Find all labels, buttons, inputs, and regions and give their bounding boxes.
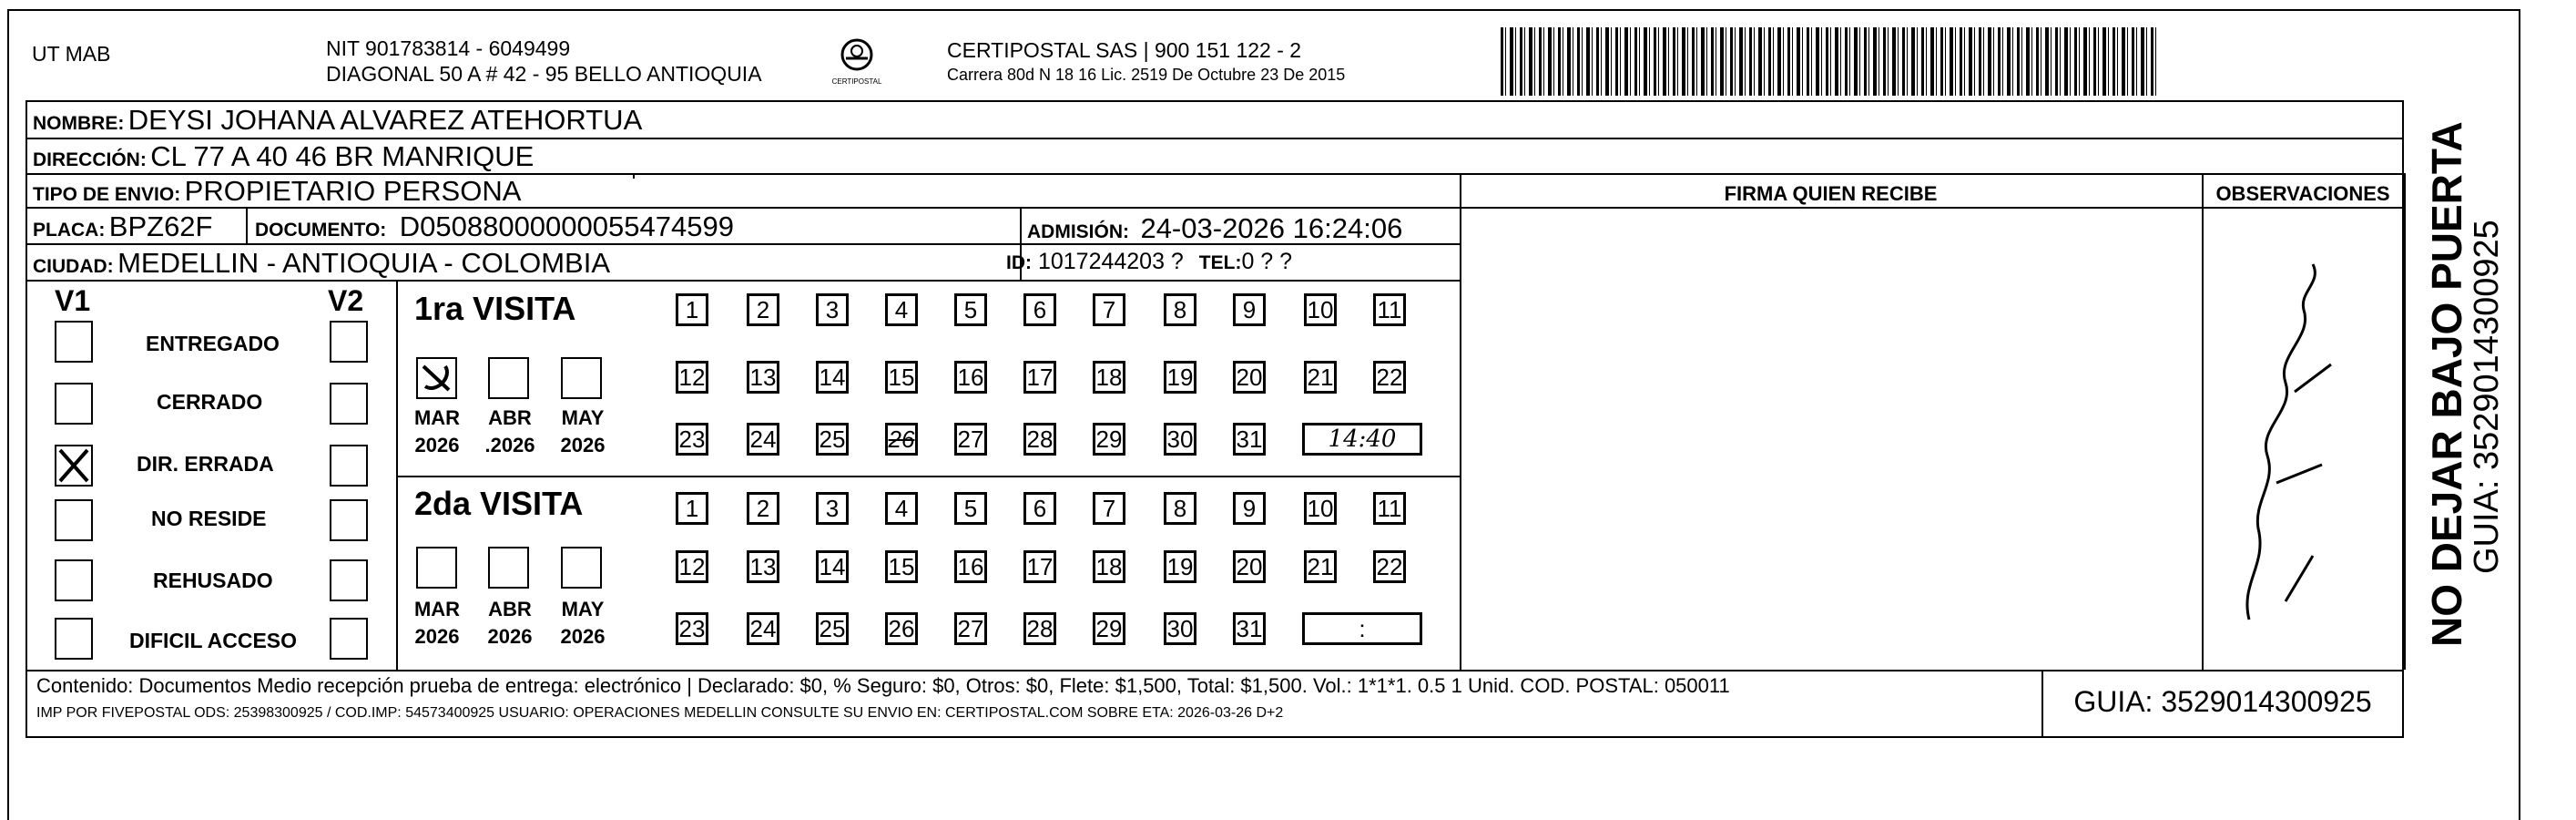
- visit2-month-abr-checkbox[interactable]: [488, 547, 529, 589]
- check-x-icon: [418, 359, 455, 397]
- visit2-month-abr: ABR: [488, 598, 532, 620]
- tel-value: 0 ? ?: [1241, 249, 1293, 274]
- visit1-month-may: MAY: [561, 406, 605, 429]
- visit2-day-28[interactable]: 28: [1023, 612, 1056, 645]
- ciudad-value: MEDELLIN - ANTIOQUIA - COLOMBIA: [117, 247, 610, 279]
- visit1-day-20[interactable]: 20: [1233, 361, 1266, 394]
- visit1-day-1[interactable]: 1: [676, 293, 708, 326]
- col-line: [2202, 173, 2204, 670]
- footer-guia: GUIA: 3529014300925: [2073, 685, 2372, 718]
- visit1-year-mar: 2026: [414, 434, 460, 456]
- v2-cerrado-checkbox[interactable]: [330, 383, 368, 425]
- placa-row: PLACA: BPZ62F: [33, 210, 213, 242]
- visit1-day-6[interactable]: 6: [1023, 293, 1056, 326]
- visit1-day-23[interactable]: 23: [676, 423, 708, 456]
- visit2-day-26[interactable]: 26: [885, 612, 918, 645]
- visit1-day-22[interactable]: 22: [1373, 361, 1406, 394]
- certipostal-logo: CERTIPOSTAL: [830, 36, 883, 100]
- visit1-day-18[interactable]: 18: [1093, 361, 1125, 394]
- visit2-day-10[interactable]: 10: [1304, 492, 1337, 525]
- v2-entregado-checkbox[interactable]: [330, 321, 368, 363]
- visit1-day-5[interactable]: 5: [954, 293, 987, 326]
- visit2-day-6[interactable]: 6: [1023, 492, 1056, 525]
- tipo-value: PROPIETARIO PERSONA: [184, 175, 522, 207]
- v2-label: V2: [328, 284, 364, 317]
- logo-icon: [839, 36, 875, 73]
- status-rehusado: REHUSADO: [153, 569, 273, 592]
- col-line: [2404, 173, 2406, 670]
- company-left: UT MAB: [32, 42, 111, 66]
- visit2-day-14[interactable]: 14: [816, 550, 849, 583]
- visit2-day-30[interactable]: 30: [1164, 612, 1196, 645]
- visit2-day-7[interactable]: 7: [1093, 492, 1125, 525]
- visit2-day-19[interactable]: 19: [1164, 550, 1196, 583]
- visit2-day-3[interactable]: 3: [816, 492, 849, 525]
- license: Carrera 80d N 18 16 Lic. 2519 De Octubre 23 De 2015: [947, 66, 1346, 84]
- visit1-day-15[interactable]: 15: [885, 361, 918, 394]
- status-no-reside: NO RESIDE: [151, 507, 267, 530]
- visit1-day-25[interactable]: 25: [816, 423, 849, 456]
- check-x-icon: [56, 446, 91, 485]
- tipo-row: TIPO DE ENVIO: PROPIETARIO PERSONA: [33, 175, 522, 207]
- v1-label: V1: [55, 284, 91, 317]
- visit2-day-17[interactable]: 17: [1023, 550, 1056, 583]
- visit2-day-13[interactable]: 13: [747, 550, 779, 583]
- firma-header: FIRMA QUIEN RECIBE: [1724, 182, 1938, 205]
- signature-scribble: [2213, 255, 2386, 638]
- company-right: CERTIPOSTAL SAS | 900 151 122 - 2: [947, 38, 1302, 62]
- documento-row: DOCUMENTO: D05088000000055474599: [255, 210, 734, 242]
- visit2-day-25[interactable]: 25: [816, 612, 849, 645]
- visit2-month-mar: MAR: [413, 598, 461, 620]
- visit2-year-abr: 2026: [487, 625, 533, 648]
- visit1-day-27[interactable]: 27: [954, 423, 987, 456]
- visit1-day-24[interactable]: 24: [747, 423, 779, 456]
- visit1-day-26[interactable]: 26: [885, 423, 918, 456]
- visit1-year-abr: .2026: [484, 434, 535, 456]
- row-line: [396, 476, 1460, 477]
- col-line: [1460, 173, 1461, 670]
- visit2-day-2[interactable]: 2: [747, 492, 779, 525]
- status-dir-errada: DIR. ERRADA: [137, 452, 274, 476]
- direccion-value: CL 77 A 40 46 BR MANRIQUE: [150, 140, 535, 172]
- v2-dificil-acceso-checkbox[interactable]: [330, 618, 368, 660]
- status-cerrado: CERRADO: [157, 390, 263, 414]
- footer-imp: IMP POR FIVEPOSTAL ODS: 25398300925 / COD.IMP: 54573400925 USUARIO: OPERACIONES MEDELLIN CONSULTE SU ENVIO EN: CERTIPOSTAL.COM SOBRE ETA: 2026-03-26 D+2: [36, 705, 1284, 721]
- visit1-day-14[interactable]: 14: [816, 361, 849, 394]
- visit1-day-13[interactable]: 13: [747, 361, 779, 394]
- v1-entregado-checkbox[interactable]: [55, 321, 93, 363]
- visit1-day-11[interactable]: 11: [1373, 293, 1406, 326]
- visit1-day-29[interactable]: 29: [1093, 423, 1125, 456]
- nombre-row: NOMBRE: DEYSI JOHANA ALVAREZ ATEHORTUA: [33, 104, 643, 136]
- visit2-month-mar-checkbox[interactable]: [416, 547, 457, 589]
- visit1-day-31[interactable]: 31: [1233, 423, 1266, 456]
- visit1-month-abr: ABR: [488, 406, 532, 429]
- visit2-day-8[interactable]: 8: [1164, 492, 1196, 525]
- v2-rehusado-checkbox[interactable]: [330, 559, 368, 601]
- visit2-day-22[interactable]: 22: [1373, 550, 1406, 583]
- visit2-day-18[interactable]: 18: [1093, 550, 1125, 583]
- col-line: [396, 280, 398, 670]
- id-row: ID: 1017244203 ? TEL:0 ? ?: [1006, 249, 1293, 274]
- footer-contenido: Contenido: Documentos Medio recepción prueba de entrega: electrónico | Declarado: $0, % Seguro: $0, Otros: $0, Flete: $1,500, Total: $1,500. Vol.: 1*1*1. 0.5 1 Unid. COD. POSTAL: 050011: [36, 674, 1730, 697]
- col-line: [246, 207, 248, 243]
- ciudad-row: CIUDAD: MEDELLIN - ANTIOQUIA - COLOMBIA: [33, 247, 610, 279]
- row-line: [25, 670, 2404, 671]
- visit2-day-31[interactable]: 31: [1233, 612, 1266, 645]
- side-guia: GUIA: 3529014300925: [2468, 220, 2506, 574]
- visit2-day-15[interactable]: 15: [885, 550, 918, 583]
- row-line: [25, 138, 2404, 139]
- admision-row: ADMISIÓN: 24-03-2026 16:24:06: [1027, 212, 1403, 244]
- visit2-day-12[interactable]: 12: [676, 550, 708, 583]
- v1-no-reside-checkbox[interactable]: [55, 499, 93, 541]
- visit1-time-box[interactable]: 14:40: [1302, 423, 1422, 456]
- admision-value: 24-03-2026 16:24:06: [1140, 212, 1403, 244]
- visit2-year-may: 2026: [560, 625, 606, 648]
- v2-dir-errada-checkbox[interactable]: [330, 445, 368, 487]
- visit1-day-16[interactable]: 16: [954, 361, 987, 394]
- nombre-value: DEYSI JOHANA ALVAREZ ATEHORTUA: [127, 104, 643, 136]
- visit1-day-30[interactable]: 30: [1164, 423, 1196, 456]
- visit2-title: 2da VISITA: [414, 485, 584, 522]
- visit2-day-21[interactable]: 21: [1304, 550, 1337, 583]
- visit2-day-1[interactable]: 1: [676, 492, 708, 525]
- visit1-month-may-checkbox[interactable]: [561, 357, 602, 399]
- col-line: [633, 173, 635, 179]
- visit1-day-10[interactable]: 10: [1304, 293, 1337, 326]
- visit2-day-16[interactable]: 16: [954, 550, 987, 583]
- visit1-title: 1ra VISITA: [414, 290, 576, 327]
- address: DIAGONAL 50 A # 42 - 95 BELLO ANTIOQUIA: [326, 62, 762, 86]
- visit2-day-20[interactable]: 20: [1233, 550, 1266, 583]
- visit1-day-7[interactable]: 7: [1093, 293, 1125, 326]
- visit2-day-9[interactable]: 9: [1233, 492, 1266, 525]
- visit2-day-27[interactable]: 27: [954, 612, 987, 645]
- id-value: 1017244203 ?: [1037, 249, 1184, 274]
- visit2-month-may-checkbox[interactable]: [561, 547, 602, 589]
- visit1-month-mar-checkbox[interactable]: [416, 357, 457, 399]
- visit2-day-11[interactable]: 11: [1373, 492, 1406, 525]
- visit2-day-29[interactable]: 29: [1093, 612, 1125, 645]
- documento-value: D05088000000055474599: [399, 210, 734, 242]
- visit2-day-23[interactable]: 23: [676, 612, 708, 645]
- visit2-year-mar: 2026: [414, 625, 460, 648]
- v1-rehusado-checkbox[interactable]: [55, 559, 93, 601]
- row-line: [25, 280, 1460, 282]
- v1-cerrado-checkbox[interactable]: [55, 383, 93, 425]
- v1-dir-errada-checkbox[interactable]: [55, 445, 93, 487]
- row-line: [1460, 207, 2404, 209]
- visit2-day-24[interactable]: 24: [747, 612, 779, 645]
- visit1-day-19[interactable]: 19: [1164, 361, 1196, 394]
- visit1-month-mar: MAR: [413, 406, 461, 429]
- visit2-day-4[interactable]: 4: [885, 492, 918, 525]
- v2-no-reside-checkbox[interactable]: [330, 499, 368, 541]
- side-note: NO DEJAR BAJO PUERTA: [2423, 121, 2470, 647]
- visit1-day-17[interactable]: 17: [1023, 361, 1056, 394]
- visit1-year-may: 2026: [560, 434, 606, 456]
- observaciones-header: OBSERVACIONES: [2215, 182, 2390, 205]
- visit1-day-21[interactable]: 21: [1304, 361, 1337, 394]
- visit2-time-box[interactable]: :: [1302, 612, 1422, 645]
- visit1-month-abr-checkbox[interactable]: [488, 357, 529, 399]
- handwritten-observation: [2213, 255, 2386, 638]
- visit2-day-5[interactable]: 5: [954, 492, 987, 525]
- v1-dificil-acceso-checkbox[interactable]: [55, 618, 93, 660]
- barcode: [1501, 27, 2156, 96]
- visit1-day-4[interactable]: 4: [885, 293, 918, 326]
- visit1-day-8[interactable]: 8: [1164, 293, 1196, 326]
- visit1-day-12[interactable]: 12: [676, 361, 708, 394]
- visit2-month-may: MAY: [561, 598, 605, 620]
- visit1-day-28[interactable]: 28: [1023, 423, 1056, 456]
- direccion-row: DIRECCIÓN: CL 77 A 40 46 BR MANRIQUE: [33, 140, 535, 172]
- visit1-day-3[interactable]: 3: [816, 293, 849, 326]
- status-entregado: ENTREGADO: [146, 332, 280, 355]
- status-dificil-acceso: DIFICIL ACCESO: [129, 629, 298, 652]
- visit1-day-2[interactable]: 2: [747, 293, 779, 326]
- nit: NIT 901783814 - 6049499: [326, 36, 571, 60]
- placa-value: BPZ62F: [108, 210, 213, 242]
- visit1-day-9[interactable]: 9: [1233, 293, 1266, 326]
